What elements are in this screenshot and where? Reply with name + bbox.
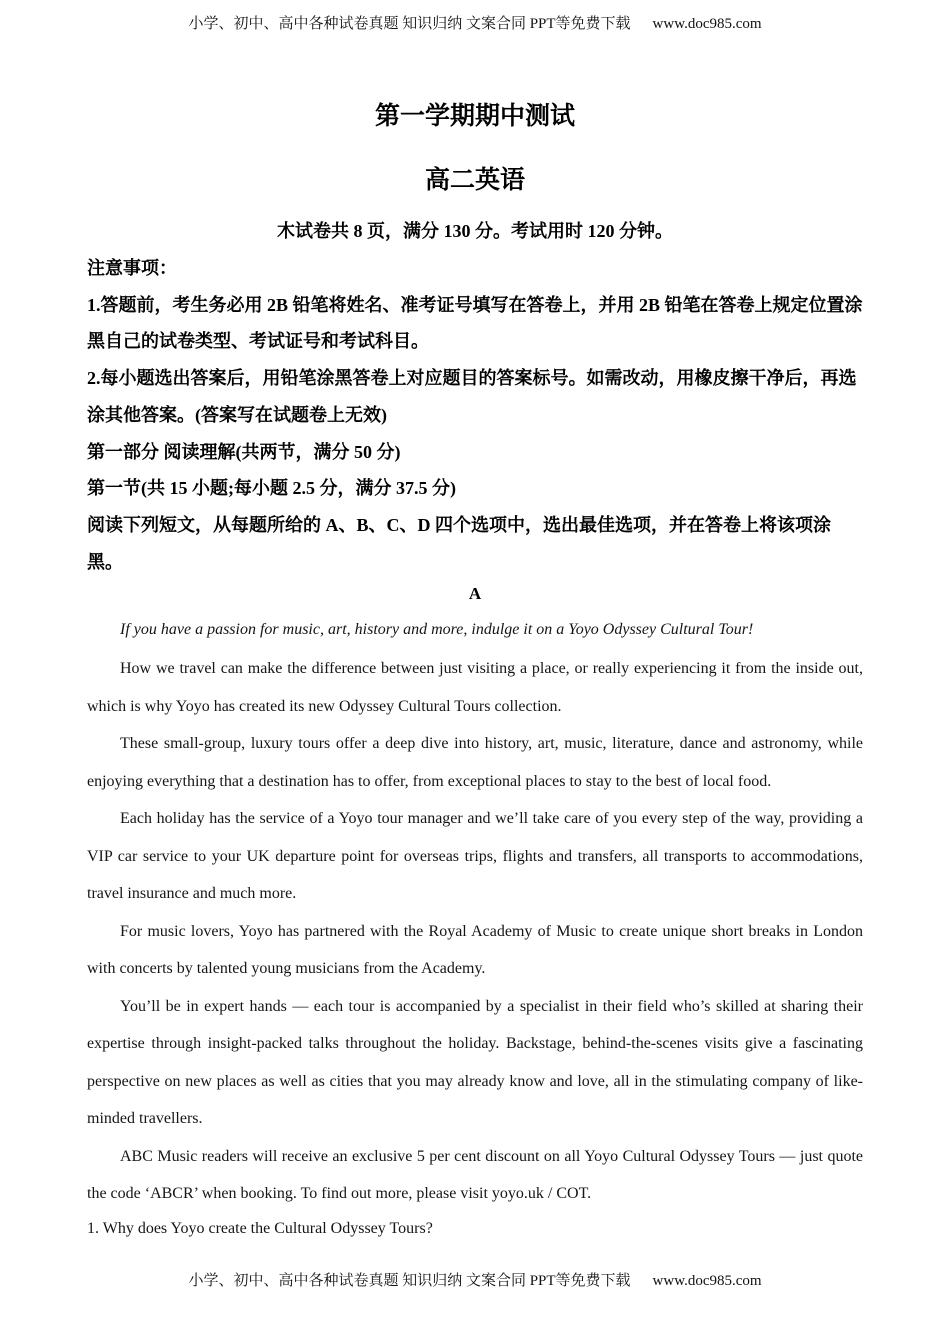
passage-paragraph: These small-group, luxury tours offer a deep dive into history, art, music, literature, dance and astronomy, while enjoying everything that a destination has to offer, from exceptional places to stay to the best of local food. [87, 735, 863, 790]
notes-item-2: 2.每小题选出答案后，用铅笔涂黑答卷上对应题目的答案标号。如需改动，用橡皮擦干净后，再选涂其他答案。(答案写在试题卷上无效) [87, 368, 857, 425]
passage-paragraph: Each holiday has the service of a Yoyo tour manager and we’ll take care of you every step of the way, providing a VIP car service to your UK departure point for overseas trips, flights and transfers, all transports to accommodations, travel insurance and much more. [87, 810, 863, 902]
footer-text: 小学、初中、高中各种试卷真题 知识归纳 文案合同 PPT等免费下载 [188, 1273, 631, 1289]
subject-title: 高二英语 [424, 167, 525, 194]
footer-site-link[interactable]: www.doc985.com [652, 1273, 762, 1289]
section-1-heading: 第一节(共 15 小题;每小题 2.5 分，满分 37.5 分) [87, 478, 456, 499]
notes-heading: 注意事项： [87, 258, 177, 278]
header-text: 小学、初中、高中各种试卷真题 知识归纳 文案合同 PPT等免费下载 [188, 16, 631, 32]
page-header [0, 12, 950, 33]
exam-title: 第一学期期中测试 [374, 103, 575, 130]
passage-a [87, 617, 863, 1247]
part-1-heading: 第一部分 阅读理解(共两节，满分 50 分) [87, 441, 401, 462]
notes-item-1: 1.答题前，考生务必用 2B 铅笔将姓名、准考证号填写在答卷上，并用 2B 铅笔在答卷上规定位置涂黑自己的试卷类型、考试证号和考试科目。 [87, 294, 863, 352]
page-footer [0, 1269, 950, 1290]
passage-letter: A [468, 584, 482, 603]
question-1: 1. Why does Yoyo create the Cultural Odyssey Tours? [87, 1219, 433, 1237]
header-site-link[interactable]: www.doc985.com [652, 16, 762, 32]
exam-info: 木试卷共 8 页，满分 130 分。考试用时 120 分钟。 [277, 221, 673, 241]
exam-notes [87, 250, 863, 580]
reading-instruction: 阅读下列短文，从每题所给的 A、B、C、D 四个选项中，选出最佳选项，并在答卷上将该项涂黑。 [87, 514, 831, 572]
passage-paragraph: ABC Music readers will receive an exclusive 5 per cent discount on all Yoyo Cultural Odyssey Tours — just quote the code ‘ABCR’ when booking. To find out more, please visit yoyo.uk / COT. [87, 1147, 863, 1202]
passage-paragraph: You’ll be in expert hands — each tour is accompanied by a specialist in their field who’s skilled at sharing their expertise through insight-packed talks throughout the holiday. Backstage, behind-the-scenes visits give a fascinating perspective on new places as well as cities that you may already know and love, all in the stimulating company of like-minded travellers. [87, 997, 863, 1127]
passage-intro: If you have a passion for music, art, history and more, indulge it on a Yoyo Odyssey Cultural Tour! [120, 621, 754, 638]
passage-paragraph: For music lovers, Yoyo has partnered with the Royal Academy of Music to create unique short breaks in London with concerts by talented young musicians from the Academy. [87, 922, 863, 977]
passage-paragraph: How we travel can make the difference between just visiting a place, or really experiencing it from the inside out, which is why Yoyo has created its new Odyssey Cultural Tours collection. [87, 660, 863, 715]
